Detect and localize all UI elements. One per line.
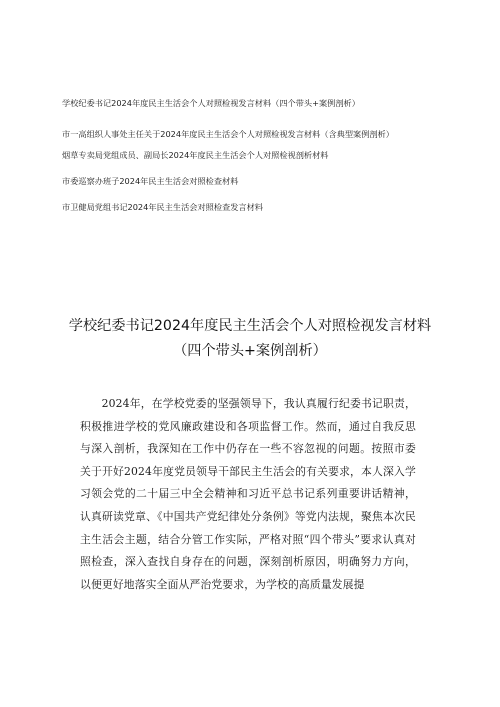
toc-item[interactable]: 市委巡察办班子2024年民主生活会对照检查材料 — [62, 176, 239, 186]
toc-item[interactable]: 市卫健局党组书记2024年民主生活会对照检查发言材料 — [62, 202, 263, 212]
article-title-line1: 学校纪委书记2024年度民主生活会个人对照检视发言材料 — [68, 318, 432, 334]
article-title-line2: （四个带头+案例剖析） — [173, 343, 327, 359]
table-of-contents — [62, 98, 442, 228]
toc-item[interactable]: 学校纪委书记2024年度民主生活会个人对照检视发言材料（四个带头+案例剖析） — [62, 98, 360, 108]
toc-item[interactable]: 市一高组织人事处主任关于2024年度民主生活会个人对照检视发言材料（含典型案例剖析） — [62, 129, 394, 139]
article-paragraph: 2024年，在学校党委的坚强领导下，我认真履行纪委书记职责，积极推进学校的党风廉政建设和各项监督工作。然而，通过自我反思与深入剖析，我深知在工作中仍存在一些不容忽视的问题。按照市委关于开好2024年度党员领导干部民主生活会的有关要求，本人深入学习领会党的二十届三中全会精神和习近平总书记系列重要讲话精神，认真研读党章、《中国共产党纪律处分条例》等党内法规，聚焦本次民主生活会主题，结合分管工作实际，严格对照“四个带头”要求认真对照检查，深入查找自身存在的问题，深刻剖析原因，明确努力方向，以便更好地落实全面从严治党要求，为学校的高质量发展提 — [80, 397, 416, 591]
toc-item[interactable]: 烟草专卖局党组成员、副局长2024年度民主生活会个人对照检视剖析材料 — [62, 150, 329, 160]
article-title — [0, 314, 500, 364]
